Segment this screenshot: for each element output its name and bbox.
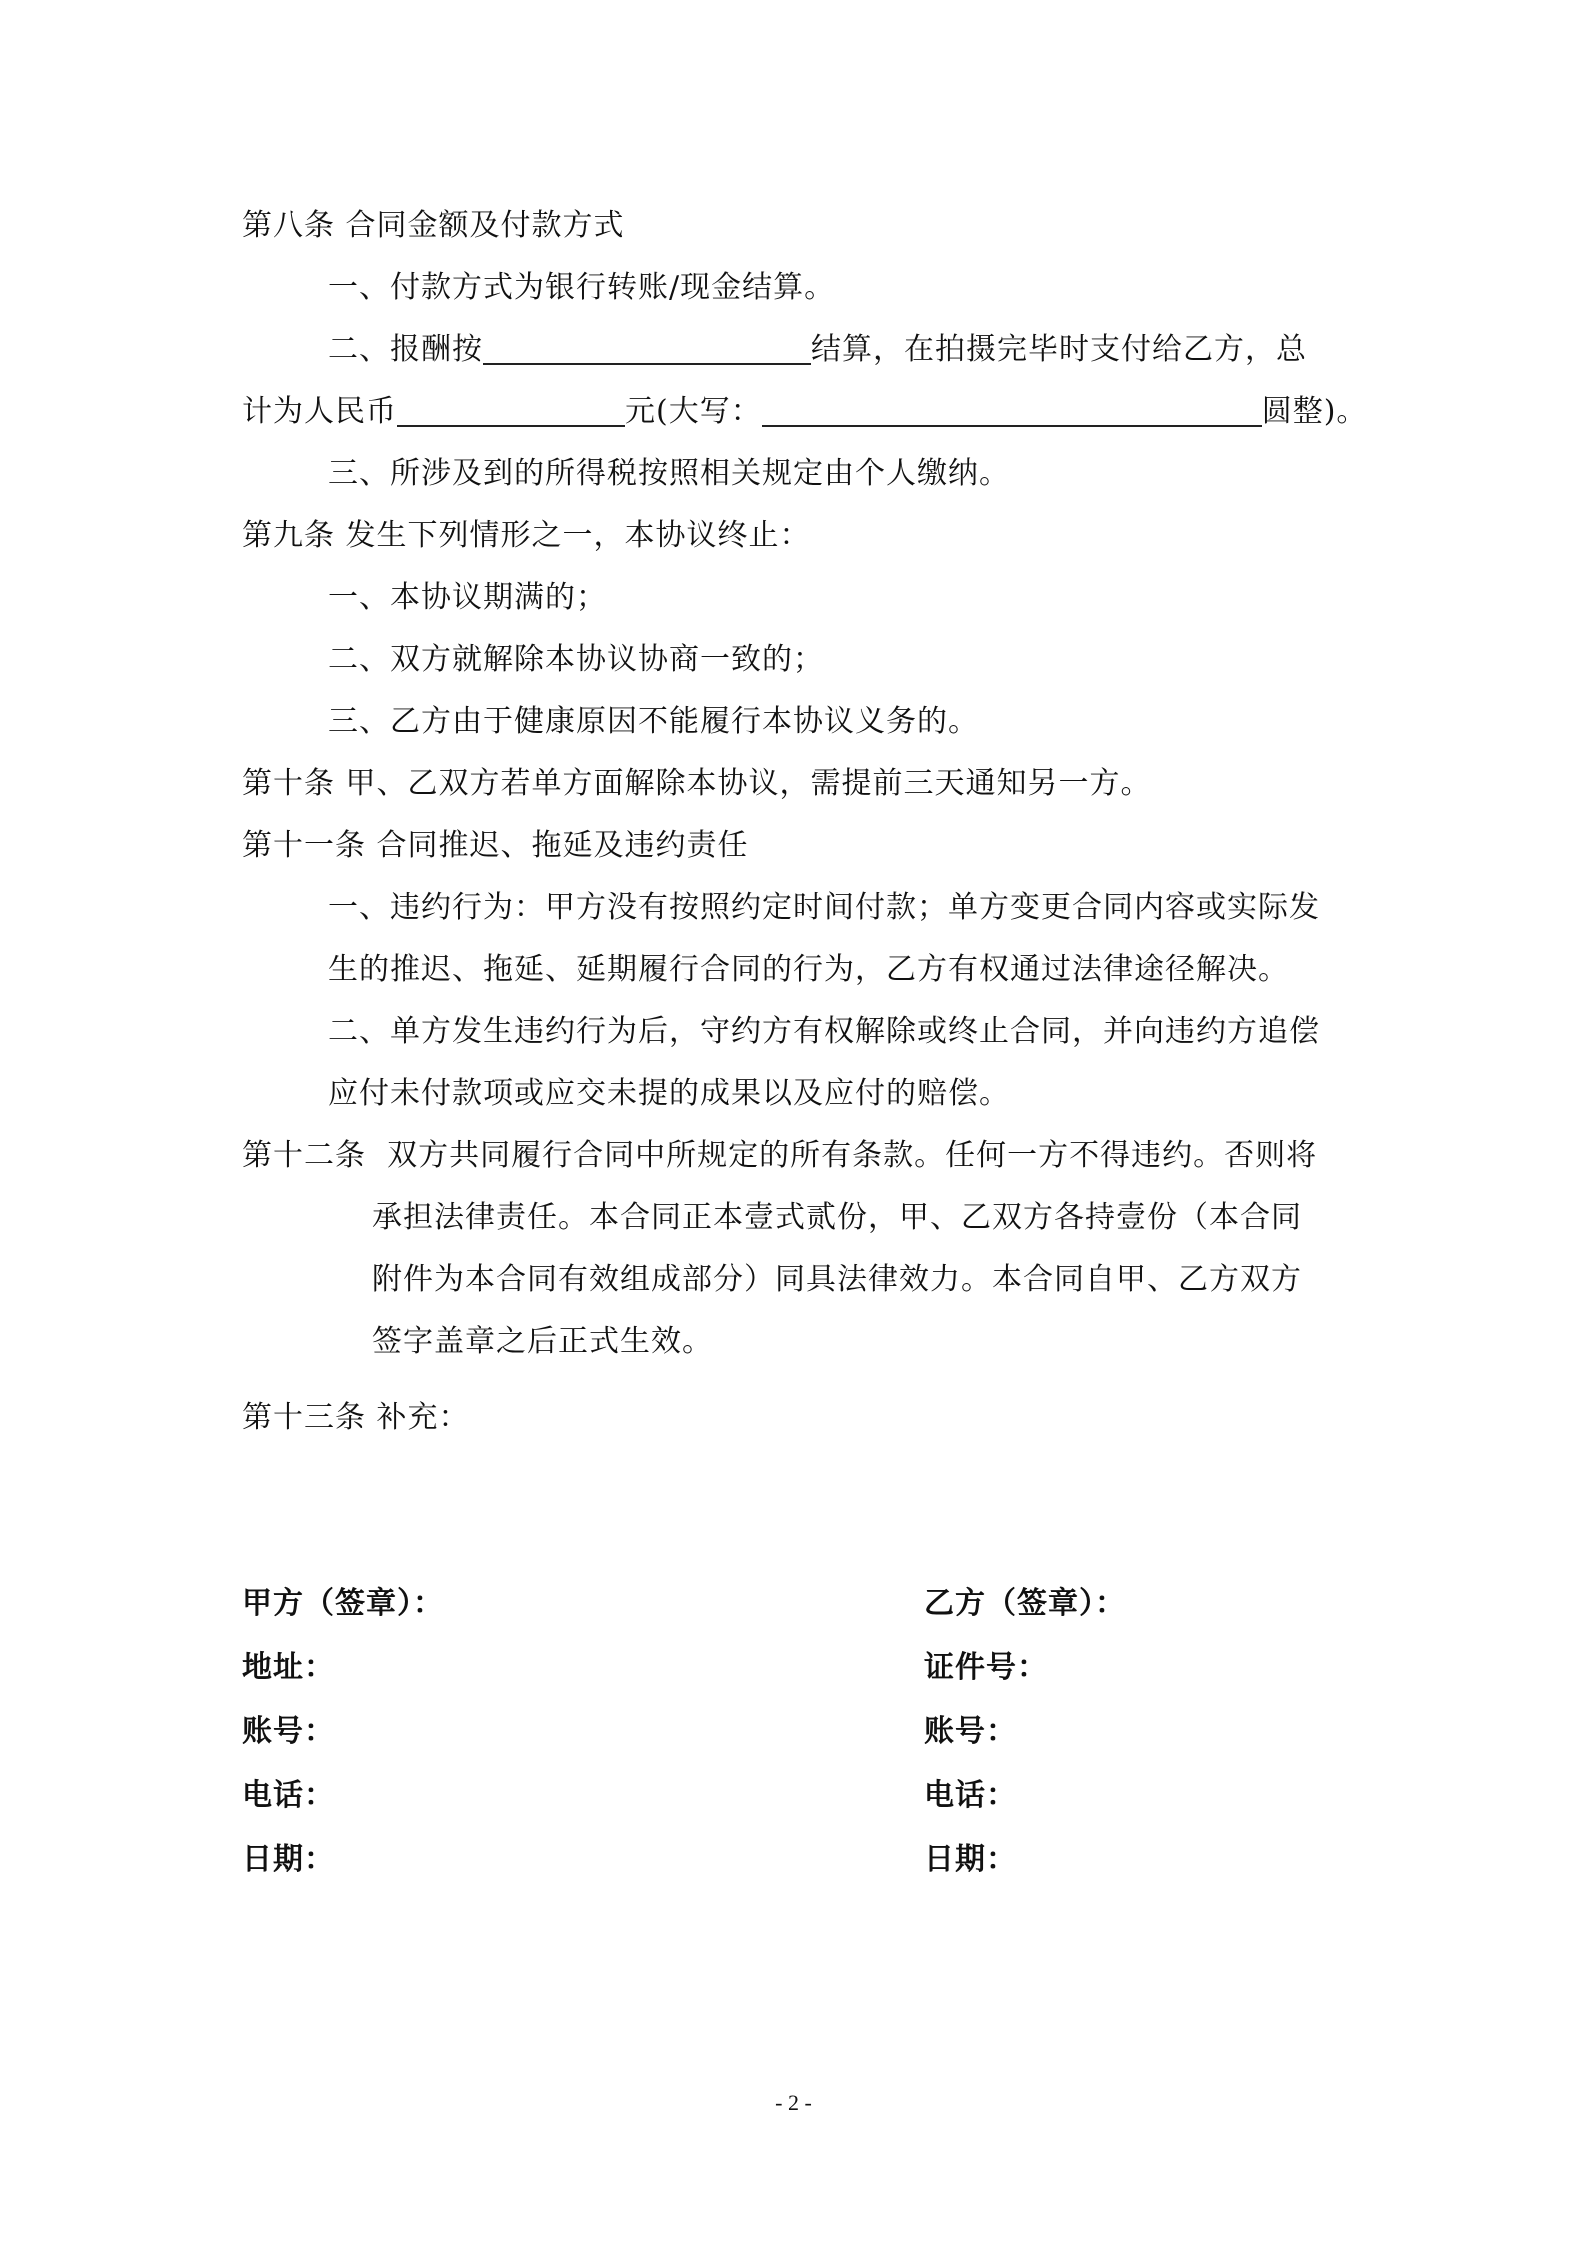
party-a-phone-label: 电话： — [242, 1778, 335, 1813]
amount-blank[interactable] — [397, 395, 625, 427]
article-8-item-2-text-b: 结算，在拍摄完毕时支付给乙方，总 — [811, 332, 1307, 367]
article-12-label: 第十二条 — [242, 1138, 366, 1173]
article-11-item-1-line-1: 一、违约行为：甲方没有按照约定时间付款；单方变更合同内容或实际发 — [328, 890, 1320, 925]
article-8-item-2-line-1 — [328, 330, 1307, 370]
party-a-address-label: 地址： — [242, 1650, 335, 1685]
party-b-date-label: 日期： — [924, 1842, 1017, 1877]
article-12-text-1: 双方共同履行合同中所规定的所有条款。任何一方不得违约。否则将 — [387, 1138, 1318, 1173]
article-8-item-3: 三、所涉及到的所得税按照相关规定由个人缴纳。 — [328, 456, 1010, 491]
party-b-sign-label: 乙方（签章）： — [924, 1586, 1126, 1621]
party-b-account-label: 账号： — [924, 1714, 1017, 1749]
article-8-item-2-line-2 — [242, 392, 1367, 432]
article-11-heading: 第十一条 合同推迟、拖延及违约责任 — [242, 828, 749, 863]
article-13-heading: 第十三条 补充： — [242, 1400, 470, 1435]
article-8-item-2-text-c: 计为人民币 — [242, 394, 397, 429]
article-11-item-2-line-2: 应付未付款项或应交未提的成果以及应付的赔偿。 — [328, 1076, 1010, 1111]
article-9-item-3: 三、乙方由于健康原因不能履行本协议义务的。 — [328, 704, 979, 739]
party-a-date-label: 日期： — [242, 1842, 335, 1877]
article-9-heading: 第九条 发生下列情形之一，本协议终止： — [242, 518, 811, 553]
party-b-id-number-label: 证件号： — [924, 1650, 1048, 1685]
article-12-line-3: 附件为本合同有效组成部分）同具法律效力。本合同自甲、乙方双方 — [372, 1262, 1302, 1297]
article-11-item-2-line-1: 二、单方发生违约行为后，守约方有权解除或终止合同，并向违约方追偿 — [328, 1014, 1320, 1049]
article-12-line-1 — [242, 1136, 1317, 1176]
article-8-item-2-text-a: 二、报酬按 — [328, 332, 483, 367]
article-8-item-2-text-e: 圆整)。 — [1261, 394, 1368, 429]
article-8-item-1: 一、付款方式为银行转账/现金结算。 — [328, 270, 836, 305]
article-9-item-2: 二、双方就解除本协议协商一致的； — [328, 642, 824, 677]
party-a-sign-label: 甲方（签章）： — [242, 1586, 444, 1621]
party-a-account-label: 账号： — [242, 1714, 335, 1749]
article-8-item-2-text-d: 元(大写： — [625, 394, 762, 429]
article-12-line-2: 承担法律责任。本合同正本壹式贰份，甲、乙双方各持壹份（本合同 — [372, 1200, 1302, 1235]
article-12-line-4: 签字盖章之后正式生效。 — [372, 1324, 713, 1359]
amount-in-words-blank[interactable] — [762, 395, 1262, 427]
page-number: - 2 - — [775, 2090, 812, 2115]
party-b-phone-label: 电话： — [924, 1778, 1017, 1813]
article-10-heading: 第十条 甲、乙双方若单方面解除本协议，需提前三天通知另一方。 — [242, 766, 1152, 801]
article-11-item-1-line-2: 生的推迟、拖延、延期履行合同的行为，乙方有权通过法律途径解决。 — [328, 952, 1289, 987]
remuneration-basis-blank[interactable] — [483, 333, 811, 365]
article-8-heading: 第八条 合同金额及付款方式 — [242, 208, 625, 243]
article-9-item-1: 一、本协议期满的； — [328, 580, 607, 615]
